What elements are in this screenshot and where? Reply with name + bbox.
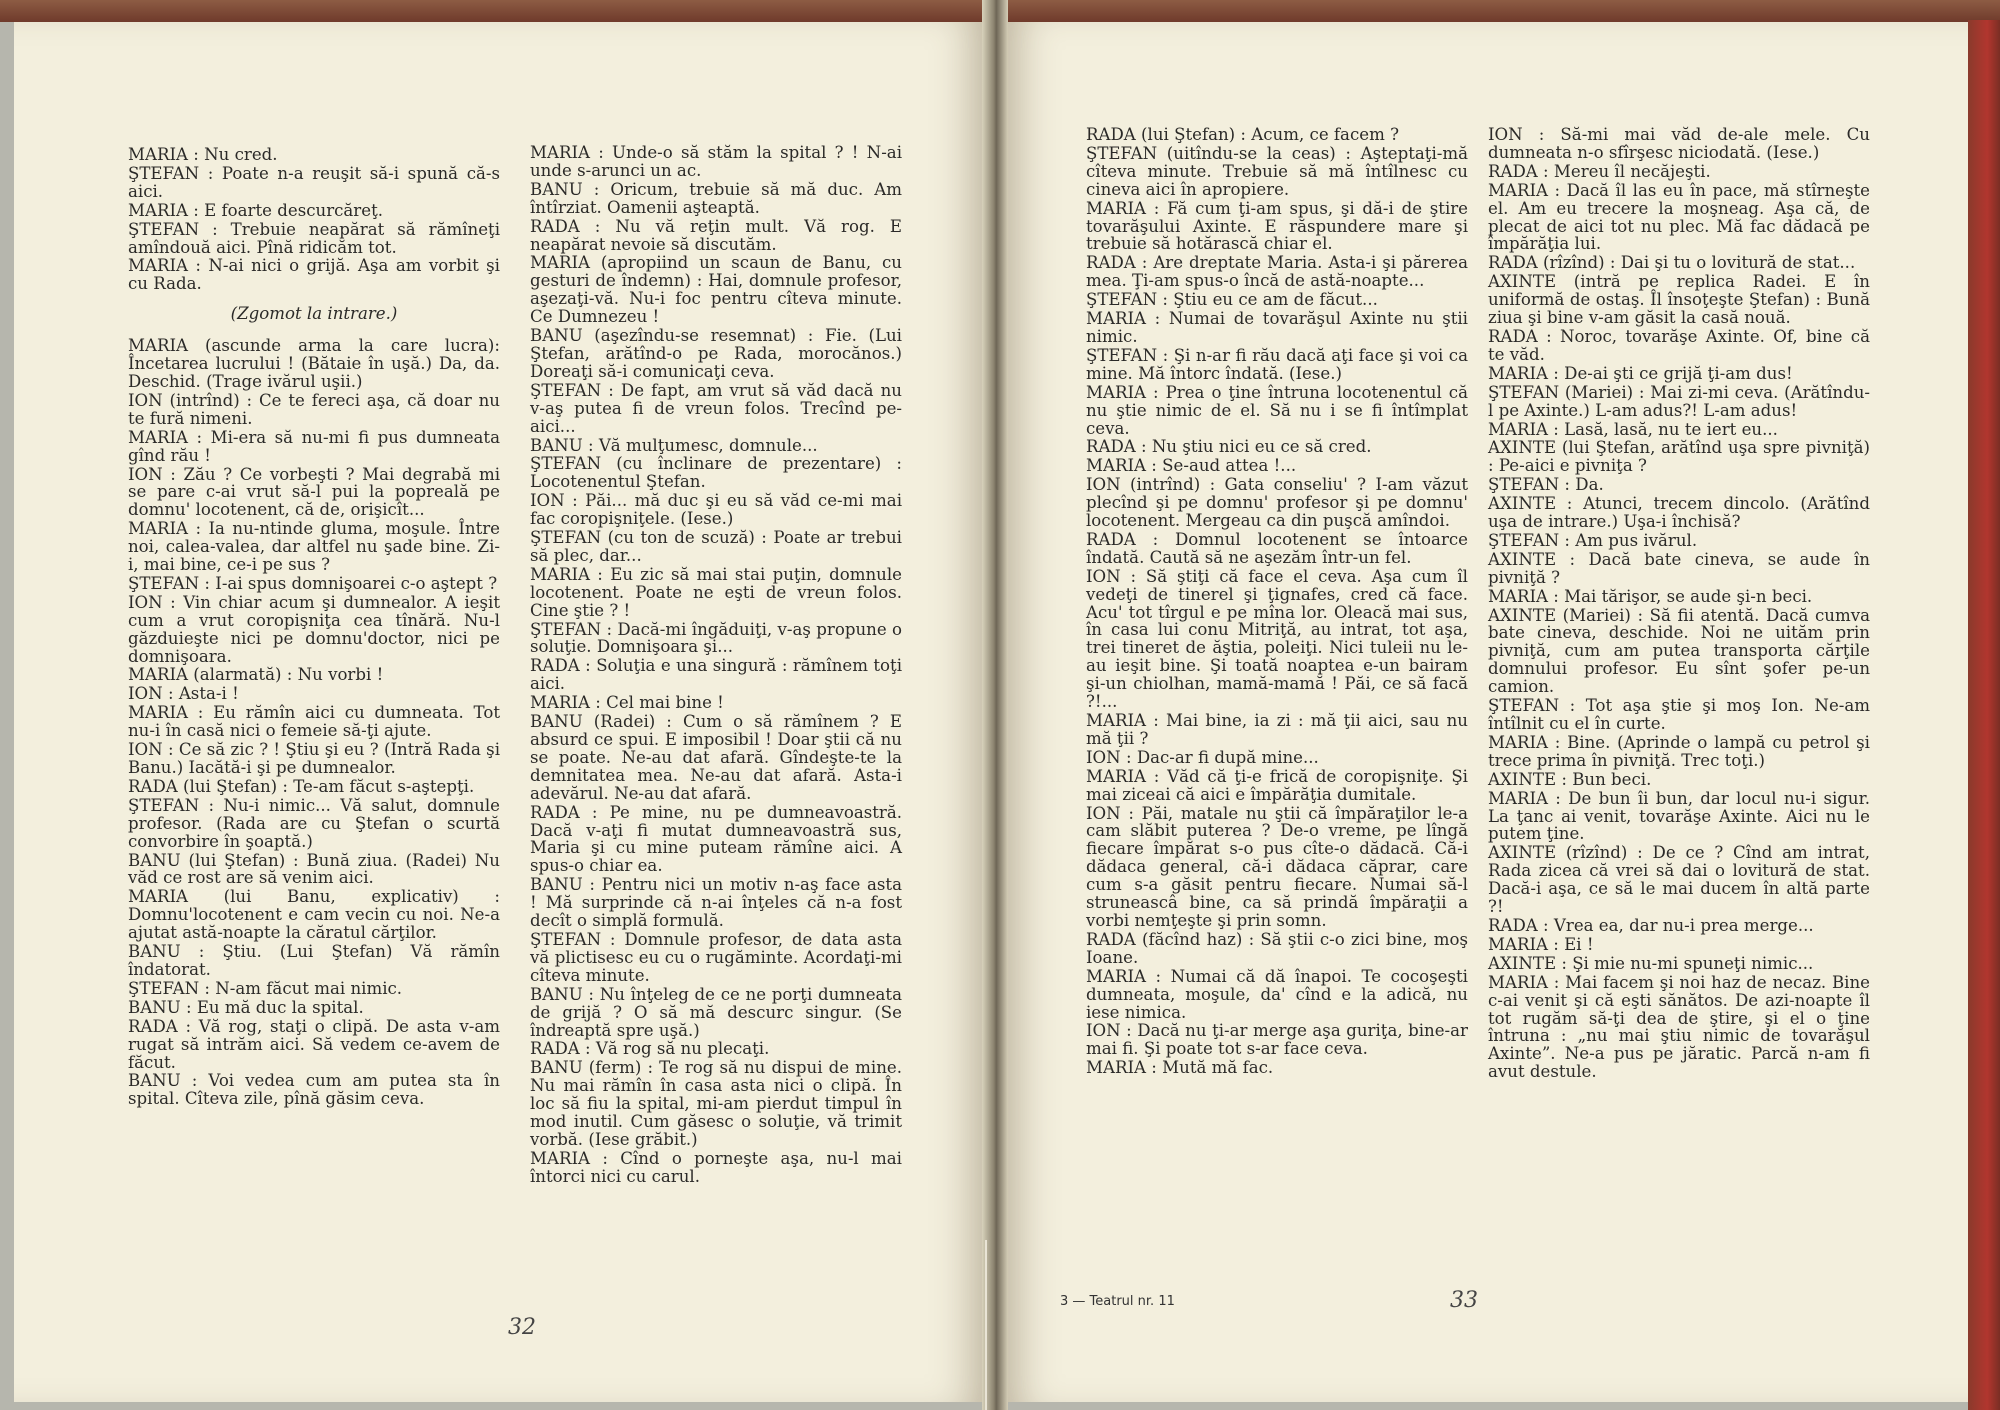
- dialogue-line: AXINTE (intră pe replica Radei. E în uniformă de ostaş. Îl însoţeşte Ştefan) : Bună ziua şi bine v-am găsit la casă nouă.: [1488, 272, 1870, 328]
- dialogue-line: AXINTE (lui Ştefan, arătînd uşa spre pivniţă) : Pe-aici e pivniţa ?: [1488, 438, 1870, 476]
- dialogue-line: MARIA : Mi-era să nu-mi fi pus dumneata gînd rău !: [128, 427, 500, 465]
- page-footer: 3 — Teatrul nr. 11: [1060, 1294, 1175, 1309]
- dialogue-line: MARIA : Eu rămîn aici cu dumneata. Tot nu-i în casă nici o femeie să-ţi ajute.: [128, 703, 500, 741]
- dialogue-line: MARIA : Dacă îl las eu în pace, mă stîrneşte el. Am eu trecere la moşneag. Aşa că, de plecat de aici tot nu plec. Mă fac dădacă pe împărăţia lui.: [1488, 180, 1870, 254]
- dialogue-line: RADA : Noroc, tovarăşe Axinte. Of, bine că te văd.: [1488, 326, 1870, 364]
- dialogue-line: RADA (făcînd haz) : Să ştii c-o zici bine, moş Ioane.: [1086, 929, 1468, 967]
- dialogue-line: RADA : Mereu îl necăjeşti.: [1488, 161, 1711, 181]
- dialogue-line: AXINTE : Atunci, trecem dincolo. (Arătînd uşa de intrare.) Uşa-i închisă?: [1488, 494, 1870, 532]
- dialogue-line: ION : Asta-i !: [128, 684, 239, 704]
- dialogue-line: BANU (Radei) : Cum o să rămînem ? E absurd ce spui. E imposibil ! Doar ştii că nu se poate. Ne-au dat afară. Gîndeşte-te la demnitatea mea. Ne-au dat afară. Asta-i adevărul. Ne-au dat afară.: [530, 712, 902, 803]
- binding-thread: [985, 1240, 987, 1410]
- left-page-column-2: [530, 144, 902, 1187]
- dialogue-line: AXINTE : Bun beci.: [1488, 769, 1652, 789]
- dialogue-line: MARIA : E foarte descurcăreţ.: [128, 200, 384, 220]
- dialogue-line: AXINTE : Dacă bate cineva, se aude în pivniţă ?: [1488, 549, 1870, 587]
- dialogue-line: MARIA : Văd că ţi-e frică de coropişniţe. Şi mai ziceai că aici e împărăţia dumitale.: [1086, 766, 1468, 804]
- dialogue-line: RADA (lui Ştefan) : Acum, ce facem ?: [1086, 125, 1399, 144]
- dialogue-line: ION (intrînd) : Gata conseliu' ? I-am văzut plecînd şi pe domnu' profesor şi pe domnu' locotenent. Mergeau ca din puşcă amîndoi.: [1086, 475, 1468, 531]
- dialogue-line: ION (intrînd) : Ce te fereci aşa, că doar nu te fură nimeni.: [128, 390, 500, 428]
- dialogue-line: ION : Dac-ar fi după mine...: [1086, 747, 1319, 767]
- dialogue-line: ION : Ce să zic ? ! Ştiu şi eu ? (Intră Rada şi Banu.) Iacătă-i şi pe dumnealor.: [128, 740, 500, 777]
- dialogue-line: MARIA : Lasă, lasă, nu te iert eu...: [1488, 419, 1778, 439]
- dialogue-line: MARIA : Mai facem şi noi haz de necaz. Bine c-ai venit şi că eşti sănătos. De azi-noapte îl tot rugăm să-ţi dea de ştire, şi el o ţine întruna : „nu mai ştiu nimic de tovarăşul Axinte”. Ne-a pus pe jăratic. Parcă n-am fi avut destule.: [1488, 972, 1870, 1082]
- dialogue-line: MARIA (apropiind un scaun de Banu, cu gesturi de îndemn) : Hai, domnule profesor, aşezaţi-vă. Nu-i foc pentru cîteva minute. Ce Dumnezeu !: [530, 253, 902, 327]
- dialogue-line: ŞTEFAN : I-ai spus domnişoarei c-o aştept ?: [128, 573, 498, 593]
- dialogue-line: BANU : Oricum, trebuie să mă duc. Am întîrziat. Oamenii aşteaptă.: [530, 179, 902, 217]
- dialogue-line: ŞTEFAN : Tot aşa ştie şi moş Ion. Ne-am întîlnit cu el în curte.: [1488, 696, 1870, 733]
- dialogue-line: MARIA : Cînd o porneşte aşa, nu-l mai întorci nici cu carul.: [530, 1148, 902, 1186]
- dialogue-line: RADA : Vă rog, staţi o clipă. De asta v-am rugat să intrăm aici. Să vedem ce-avem de făcut.: [128, 1016, 500, 1072]
- dialogue-line: RADA : Vrea ea, dar nu-i prea merge...: [1488, 915, 1814, 935]
- book-gutter: [982, 0, 1008, 1410]
- dialogue-line: MARIA : Fă cum ţi-am spus, şi dă-i de ştire tovarăşului Axinte. E răspundere mare şi trebuie să hotărască chiar el.: [1086, 198, 1468, 254]
- dialogue-line: ION : Vin chiar acum şi dumnealor. A ieşit cum a vrut coropişniţa cea tînără. Nu-l găzduieşte nici pe domnu'doctor, nici pe domnişoara.: [128, 592, 500, 666]
- dialogue-line: ŞTEFAN : De fapt, am vrut să văd dacă nu v-aş putea fi de vreun folos. Trecînd pe-aici...: [530, 380, 902, 436]
- dialogue-line: MARIA : Ei !: [1488, 934, 1594, 954]
- dialogue-line: RADA : Nu vă reţin mult. Vă rog. E neapărat nevoie să discutăm.: [530, 216, 902, 254]
- right-page: [1008, 22, 1968, 1402]
- dialogue-line: MARIA (ascunde arma la care lucra): Încetarea lucrului ! (Bătaie în uşă.) Da, da. Deschid. (Trage ivărul uşii.): [128, 336, 500, 391]
- right-page-column-1: [1086, 126, 1468, 1078]
- dialogue-line: ŞTEFAN : Poate n-a reuşit să-i spună că-s aici.: [128, 163, 500, 201]
- dialogue-line: ŞTEFAN : Trebuie neapărat să rămîneţi amîndouă aici. Pînă ridicăm tot.: [128, 219, 500, 257]
- dialogue-line: ION : Dacă nu ţi-ar merge aşa guriţa, bine-ar mai fi. Şi poate tot s-ar face ceva.: [1086, 1021, 1468, 1059]
- dialogue-line: ION : Păi... mă duc şi eu să văd ce-mi mai fac coropişniţele. (Iese.): [530, 491, 902, 529]
- dialogue-line: BANU : Ştiu. (Lui Ştefan) Vă rămîn îndatorat.: [128, 942, 500, 979]
- dialogue-line: ŞTEFAN (cu înclinare de prezentare) : Locotenentul Ştefan.: [530, 454, 902, 492]
- dialogue-line: MARIA : Eu zic să mai stai puţin, domnule locotenent. Poate ne eşti de vreun folos. Cine ştie ? !: [530, 564, 902, 620]
- dialogue-line: ION : Să ştiţi că face el ceva. Aşa cum îl vedeţi de tinerel şi ţignafes, cred că face. Acu' tot tîrgul e pe mîna lor. Oleacă mai sus, în casa lui conu Mitriţă, au intrat, tot aşa, trei tineret de ăştia, poleiţi. Nici tuleii nu le-au ieşit bine. Şi toată noaptea e-un bairam şi-un chiolhan, mamă-mamă ! Păi, ce să facă ?!...: [1086, 566, 1468, 712]
- dialogue-line: MARIA : Cel mai bine !: [530, 693, 724, 713]
- dialogue-line: AXINTE : Şi mie nu-mi spuneţi nimic...: [1488, 953, 1814, 973]
- dialogue-line: ŞTEFAN : N-am făcut mai nimic.: [128, 978, 403, 998]
- dialogue-line: BANU (aşezîndu-se resemnat) : Fie. (Lui Ştefan, arătînd-o pe Rada, morocănos.) Doreaţi să-i comunicaţi ceva.: [530, 326, 902, 381]
- dialogue-line: ŞTEFAN (Mariei) : Mai zi-mi ceva. (Arătîndu-l pe Axinte.) L-am adus?! L-am adus!: [1488, 382, 1870, 420]
- dialogue-line: MARIA : N-ai nici o grijă. Aşa am vorbit şi cu Rada.: [128, 256, 500, 294]
- dialogue-line: RADA : Are dreptate Maria. Asta-i şi părerea mea. Ţi-am spus-o încă de astă-noapte...: [1086, 253, 1468, 291]
- dialogue-line: MARIA : Unde-o să stăm la spital ? ! N-ai unde s-arunci un ac.: [530, 143, 902, 180]
- dialogue-line: RADA (lui Ştefan) : Te-am făcut s-aştepţi.: [128, 776, 475, 796]
- dialogue-line: RADA : Domnul locotenent se întoarce îndată. Caută să ne aşezăm într-un fel.: [1086, 529, 1468, 567]
- dialogue-line: AXINTE (Mariei) : Să fii atentă. Dacă cumva bate cineva, deschide. Noi ne uităm prin pivniţă, cum am putea transporta cărţile domnului profesor. Eu sînt şofer pe-un camion.: [1488, 605, 1870, 697]
- dialogue-line: ŞTEFAN : Da.: [1488, 475, 1604, 495]
- dialogue-line: MARIA : Numai de tovarăşul Axinte nu ştii nimic.: [1086, 309, 1468, 346]
- dialogue-line: BANU : Vă mulţumesc, domnule...: [530, 435, 818, 455]
- dialogue-line: ŞTEFAN : Nu-i nimic... Vă salut, domnule profesor. (Rada are cu Ştefan o scurtă convorbire în şoaptă.): [128, 795, 500, 851]
- dialogue-line: RADA : Pe mine, nu pe dumneavoastră. Dacă v-aţi fi mutat dumneavoastră sus, Maria şi cu mine puteam rămîne aici. A spus-o chiar ea.: [530, 802, 902, 876]
- dialogue-line: (Zgomot la intrare.): [230, 304, 398, 324]
- left-page-column-1: [128, 146, 500, 1109]
- dialogue-line: ION : Păi, matale nu ştii că împăraţilor le-a cam slăbit puterea ? De-o vreme, pe lîngă fiecare împărat s-o pus cîte-o dădacă. Că-i dădaca general, că-i dădaca căprar, care cum s-a găsit pentru fiecare. Numai să-l struneascâ bine, ca să prindă împăraţii a vorbi nemţeşte şi prin somn.: [1086, 803, 1468, 930]
- dialogue-line: MARIA : Prea o ţine întruna locotenentul că nu ştie nimic de el. Să nu i se fi întîmplat ceva.: [1086, 382, 1468, 438]
- dialogue-line: ŞTEFAN : Am pus ivărul.: [1488, 530, 1698, 550]
- dialogue-line: ŞTEFAN : Dacă-mi îngăduiţi, v-aş propune o soluţie. Domnişoara şi...: [530, 619, 902, 657]
- dialogue-line: ŞTEFAN : Domnule profesor, de data asta vă plictisesc eu cu o rugăminte. Acordaţi-mi cîteva minute.: [530, 929, 902, 985]
- right-page-number: 33: [1450, 1288, 1478, 1313]
- book-cover-right-edge: [1968, 20, 2000, 1410]
- dialogue-line: MARIA : Ia nu-ntinde gluma, moşule. Între noi, calea-valea, dar altfel nu şade bine. Zi-i, mai bine, ce-i pe sus ?: [128, 519, 500, 575]
- dialogue-line: ION : Să-mi mai văd de-ale mele. Cu dumneata n-o sfîrşesc niciodată. (Iese.): [1488, 125, 1870, 162]
- dialogue-line: BANU (lui Ştefan) : Bună ziua. (Radei) Nu văd ce rost are să venim aici.: [128, 850, 500, 888]
- dialogue-line: MARIA (alarmată) : Nu vorbi !: [128, 665, 384, 685]
- dialogue-line: MARIA : Mută mă fac.: [1086, 1058, 1274, 1078]
- dialogue-line: MARIA : De-ai şti ce grijă ţi-am dus!: [1488, 363, 1793, 383]
- dialogue-line: RADA (rîzînd) : Dai şi tu o lovitură de stat...: [1488, 253, 1856, 273]
- dialogue-line: ŞTEFAN : Şi n-ar fi rău dacă aţi face şi voi ca mine. Mă întorc îndată. (Iese.): [1086, 345, 1468, 383]
- dialogue-line: ŞTEFAN : Ştiu eu ce am de făcut...: [1086, 290, 1378, 310]
- left-page: [14, 22, 982, 1402]
- dialogue-line: BANU : Eu mă duc la spital.: [128, 997, 364, 1017]
- dialogue-line: ŞTEFAN (cu ton de scuză) : Poate ar trebui să plec, dar...: [530, 528, 902, 565]
- dialogue-line: BANU : Voi vedea cum am putea sta în spital. Cîteva zile, pînă găsim ceva.: [128, 1071, 500, 1109]
- dialogue-line: MARIA : Mai bine, ia zi : mă ţii aici, sau nu mă ţii ?: [1086, 711, 1468, 748]
- dialogue-line: RADA : Soluţia e una singură : rămînem toţi aici.: [530, 656, 902, 694]
- dialogue-line: MARIA : Mai tărişor, se aude şi-n beci.: [1488, 586, 1813, 606]
- dialogue-line: RADA : Nu ştiu nici eu ce să cred.: [1086, 437, 1372, 457]
- dialogue-line: MARIA : De bun îi bun, dar locul nu-i sigur. La ţanc ai venit, tovarăşe Axinte. Aici nu le putem ţine.: [1488, 788, 1870, 844]
- dialogue-line: MARIA : Nu cred.: [128, 145, 278, 164]
- dialogue-line: ION : Zău ? Ce vorbeşti ? Mai degrabă mi se pare c-ai vrut să-l pui la popreală pe domnu' locotenent, că de, orişicît...: [128, 464, 500, 520]
- dialogue-line: MARIA : Se-aud attea !...: [1086, 456, 1297, 476]
- dialogue-line: AXINTE (rîzînd) : De ce ? Cînd am intrat, Rada zicea că vrei să dai o lovitură de stat. Dacă-i aşa, ce să le mai ducem în altă parte ?!: [1488, 843, 1870, 917]
- dialogue-line: BANU (ferm) : Te rog să nu dispui de mine. Nu mai rămîn în casa asta nici o clipă. În loc să fiu la spital, mi-am pierdut timpul în mod inutil. Cum găsesc o soluţie, vă trimit vorbă. (Iese grăbit.): [530, 1058, 902, 1149]
- dialogue-line: MARIA : Bine. (Aprinde o lampă cu petrol şi trece prima în pivniţă. Trec toţi.): [1488, 732, 1870, 770]
- dialogue-line: BANU : Nu înţeleg de ce ne porţi dumneata de grijă ? O să mă descurc singur. (Se îndreaptă spre uşă.): [530, 984, 902, 1040]
- dialogue-line: ŞTEFAN (uitîndu-se la ceas) : Aşteptaţi-mă cîteva minute. Trebuie să mă întîlnesc cu cineva aici în apropiere.: [1086, 143, 1468, 199]
- right-page-column-2: [1488, 126, 1870, 1082]
- dialogue-line: MARIA : Numai că dă înapoi. Te cocoşeşti dumneata, moşule, da' cînd e la adică, nu iese nimica.: [1086, 966, 1468, 1022]
- dialogue-line: MARIA (lui Banu, explicativ) : Domnu'locotenent e cam vecin cu noi. Ne-a ajutat astă-noapte la căratul cărţilor.: [128, 887, 500, 943]
- dialogue-line: BANU : Pentru nici un motiv n-aş face asta ! Mă surprinde că n-ai înţeles că n-a fost decît o simplă formulă.: [530, 875, 902, 931]
- left-page-number: 32: [508, 1315, 536, 1340]
- dialogue-line: RADA : Vă rog să nu plecaţi.: [530, 1039, 770, 1059]
